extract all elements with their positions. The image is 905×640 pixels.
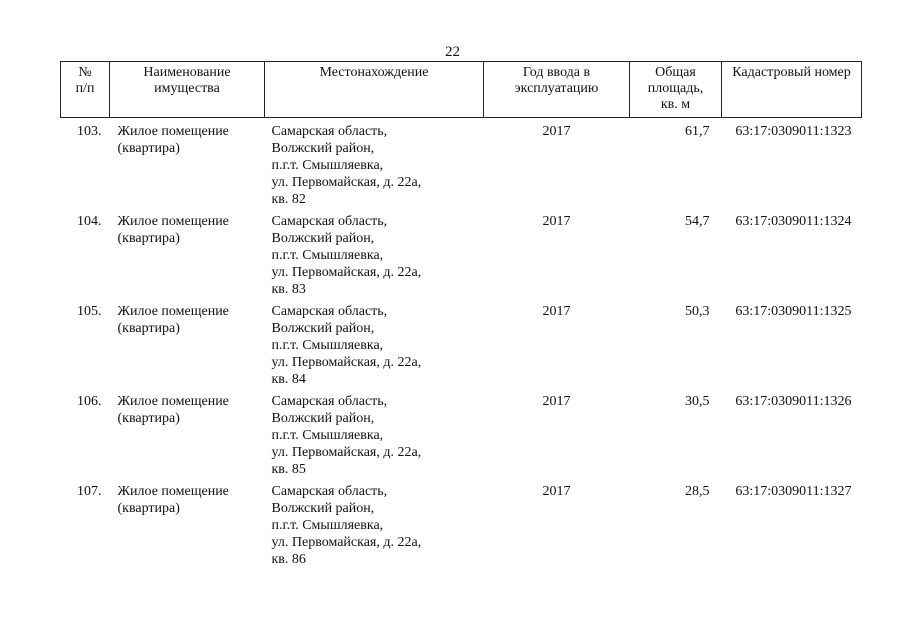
cadastral-number: 63:17:0309011:1325 <box>735 304 852 319</box>
property-location-line: п.г.т. Смышляевка, <box>271 428 384 443</box>
table-row <box>61 298 862 388</box>
property-location-line: п.г.т. Смышляевка, <box>271 338 384 353</box>
property-location <box>265 298 484 388</box>
commission-year: 2017 <box>542 394 571 409</box>
cadastral-number: 63:17:0309011:1323 <box>735 124 852 139</box>
page-number: 22 <box>445 44 460 60</box>
property-name <box>110 478 265 568</box>
property-location-line: кв. 86 <box>271 552 306 567</box>
property-name-line: Жилое помещение <box>117 214 229 229</box>
property-name-line: Жилое помещение <box>117 304 229 319</box>
property-location-line: Самарская область, <box>271 394 388 409</box>
property-location-line: Самарская область, <box>271 304 388 319</box>
property-name <box>110 298 265 388</box>
property-location-line: Волжский район, <box>271 411 375 426</box>
commission-year: 2017 <box>542 124 571 139</box>
header-num <box>61 62 110 118</box>
row-number: 107. <box>77 484 102 499</box>
property-location-line: ул. Первомайская, д. 22а, <box>271 175 422 190</box>
property-name-line: Жилое помещение <box>117 394 229 409</box>
total-area: 61,7 <box>685 124 710 139</box>
property-name <box>110 208 265 298</box>
property-location-line: Самарская область, <box>271 124 388 139</box>
property-name <box>110 118 265 209</box>
property-location-line: кв. 82 <box>271 192 306 207</box>
property-location-line: Волжский район, <box>271 501 375 516</box>
property-location-line: ул. Первомайская, д. 22а, <box>271 445 422 460</box>
header-name-line: Наименование <box>143 65 231 80</box>
total-area: 50,3 <box>685 304 710 319</box>
property-name-line: (квартира) <box>117 501 180 516</box>
property-location <box>265 208 484 298</box>
header-num-line: п/п <box>75 81 95 96</box>
header-cadastral-line: Кадастровый номер <box>732 65 851 80</box>
table-row <box>61 118 862 209</box>
commission-year: 2017 <box>542 484 571 499</box>
property-location-line: кв. 84 <box>271 372 306 387</box>
header-area-line: площадь, <box>647 81 704 96</box>
commission-year: 2017 <box>542 214 571 229</box>
table-row <box>61 388 862 478</box>
property-location <box>265 118 484 209</box>
property-location-line: п.г.т. Смышляевка, <box>271 158 384 173</box>
property-location <box>265 478 484 568</box>
property-name-line: (квартира) <box>117 231 180 246</box>
property-location-line: кв. 83 <box>271 282 306 297</box>
header-area-line: кв. м <box>660 97 691 112</box>
property-name-line: Жилое помещение <box>117 484 229 499</box>
header-area-line: Общая <box>655 65 696 80</box>
property-location-line: кв. 85 <box>271 462 306 477</box>
property-name-line: (квартира) <box>117 141 180 156</box>
row-number: 106. <box>77 394 102 409</box>
header-year <box>484 62 630 118</box>
property-location-line: п.г.т. Смышляевка, <box>271 518 384 533</box>
property-location <box>265 388 484 478</box>
cadastral-number: 63:17:0309011:1327 <box>735 484 852 499</box>
cadastral-number: 63:17:0309011:1324 <box>735 214 852 229</box>
property-name <box>110 388 265 478</box>
property-location-line: Самарская область, <box>271 214 388 229</box>
property-table <box>60 61 862 568</box>
property-location-line: Волжский район, <box>271 321 375 336</box>
property-location-line: Волжский район, <box>271 141 375 156</box>
header-name-line: имущества <box>154 81 220 96</box>
table-header-row <box>61 62 862 118</box>
header-num-line: № <box>78 65 92 80</box>
property-location-line: ул. Первомайская, д. 22а, <box>271 265 422 280</box>
row-number: 104. <box>77 214 102 229</box>
header-area <box>630 62 722 118</box>
property-location-line: ул. Первомайская, д. 22а, <box>271 355 422 370</box>
total-area: 54,7 <box>685 214 710 229</box>
row-number: 105. <box>77 304 102 319</box>
cadastral-number: 63:17:0309011:1326 <box>735 394 852 409</box>
total-area: 28,5 <box>685 484 710 499</box>
header-year-line: Год ввода в <box>522 65 591 80</box>
table-row <box>61 208 862 298</box>
property-name-line: (квартира) <box>117 321 180 336</box>
property-name-line: Жилое помещение <box>117 124 229 139</box>
header-cadastral <box>722 62 862 118</box>
header-location <box>265 62 484 118</box>
property-location-line: ул. Первомайская, д. 22а, <box>271 535 422 550</box>
total-area: 30,5 <box>685 394 710 409</box>
header-location-line: Местонахождение <box>319 65 429 80</box>
commission-year: 2017 <box>542 304 571 319</box>
table-row <box>61 478 862 568</box>
property-location-line: Волжский район, <box>271 231 375 246</box>
header-name <box>110 62 265 118</box>
property-name-line: (квартира) <box>117 411 180 426</box>
row-number: 103. <box>77 124 102 139</box>
property-location-line: п.г.т. Смышляевка, <box>271 248 384 263</box>
property-location-line: Самарская область, <box>271 484 388 499</box>
header-year-line: эксплуатацию <box>514 81 599 96</box>
